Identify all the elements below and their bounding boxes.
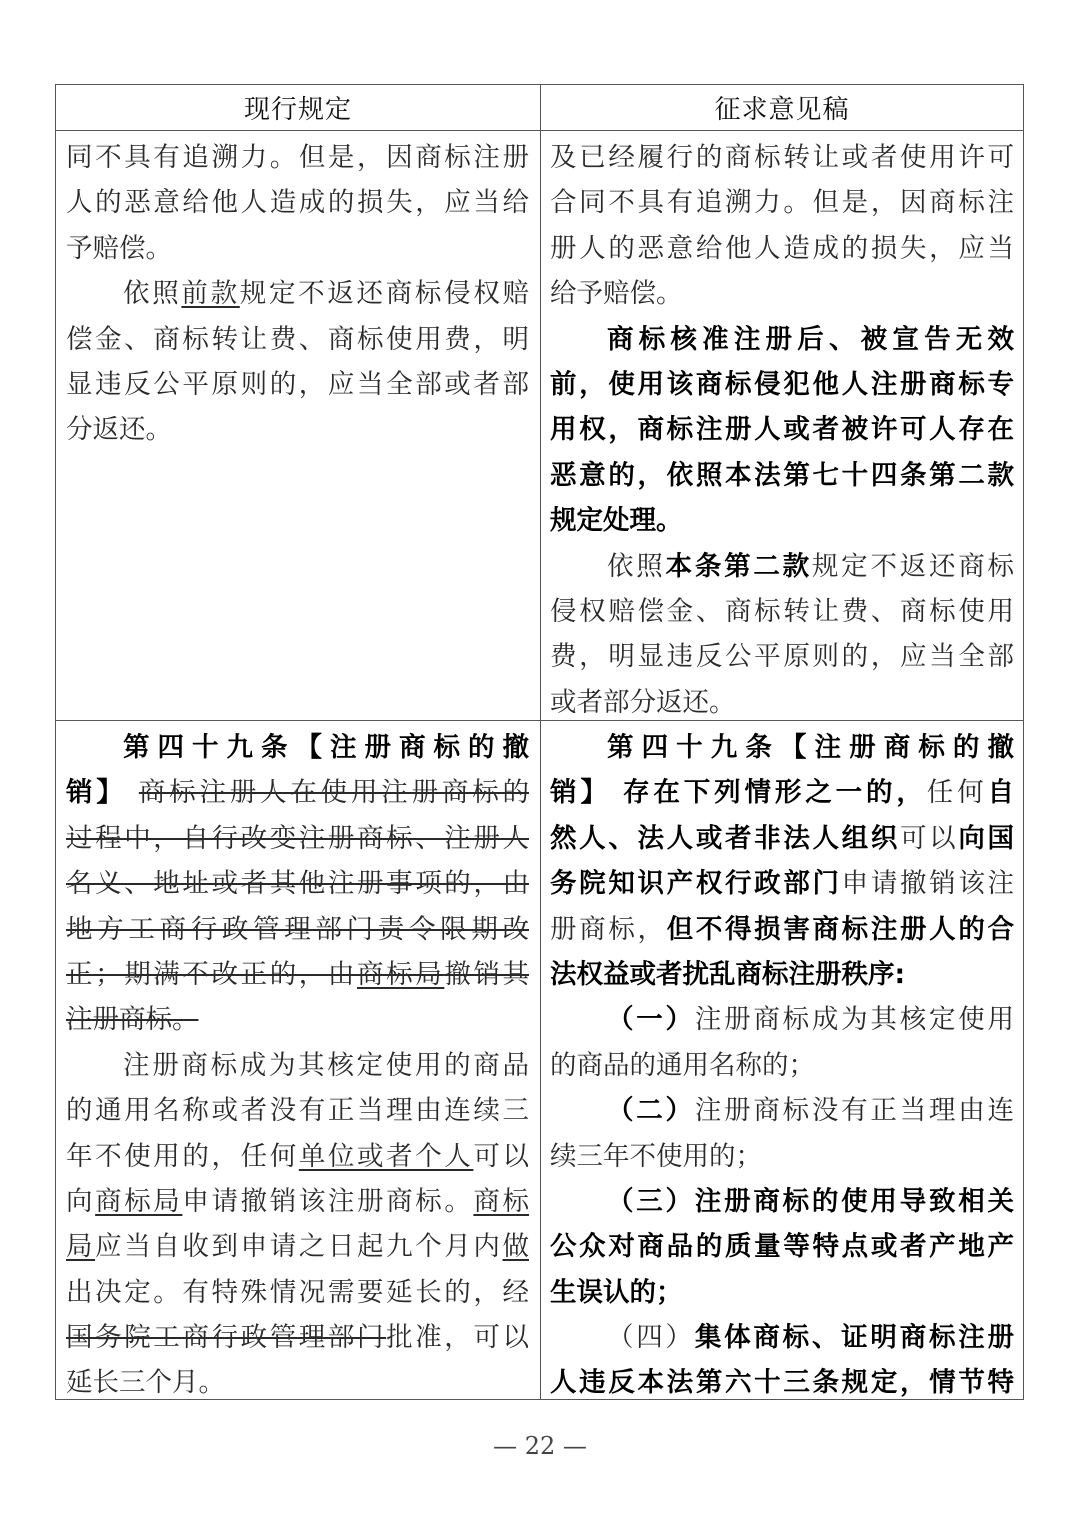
text-line — [550, 997, 1014, 1042]
text: 续三年不使用的； — [550, 1140, 762, 1172]
bold-text: 向国 — [958, 822, 1015, 854]
text-line — [550, 544, 1014, 589]
bold-text: 第四十九条【注册商标的撤 — [123, 732, 529, 763]
header-draft: 征求意见稿 — [714, 95, 850, 125]
text: 应当自收到申请之日起九个月内 — [95, 1231, 503, 1263]
text-line — [550, 1270, 1014, 1315]
text: 册商标， — [550, 913, 667, 945]
text-line — [550, 362, 1014, 407]
text: 注册商标没有正当理由连 — [694, 1095, 1015, 1127]
text-line — [66, 1270, 529, 1315]
text: 依照 — [123, 278, 182, 310]
bold-text: 商标核准注册后、被宣告无效 — [607, 323, 1014, 355]
text-line — [550, 634, 1014, 679]
paragraph — [550, 135, 1014, 317]
text-line — [66, 362, 529, 407]
paragraph — [550, 1179, 1014, 1315]
text-line — [550, 907, 1014, 952]
text-line — [550, 1360, 1014, 1405]
text-line — [550, 1134, 1014, 1179]
header-current-rules: 现行规定 — [243, 95, 352, 125]
bold-text: 用权，商标注册人或者被许可人存在 — [550, 414, 1014, 446]
page-number: — 22 — — [493, 1432, 587, 1460]
text-line — [66, 407, 529, 452]
paragraph — [550, 544, 1014, 726]
text-line — [66, 135, 529, 180]
changed-text: 前款 — [181, 278, 240, 310]
text-line — [550, 680, 1014, 725]
text: 注册商标成为其核定使用 — [694, 1004, 1015, 1036]
text: 的通用名称或者没有正当理由连续三 — [66, 1095, 529, 1127]
changed-text: 做 — [502, 1231, 530, 1263]
text-line — [550, 589, 1014, 634]
text-line — [550, 135, 1014, 180]
bold-text: 销】 — [66, 777, 127, 809]
text: 费，明显违反公平原则的，应当全部 — [550, 641, 1014, 673]
bold-text: 集体商标、证明商标注册 — [694, 1322, 1015, 1354]
text: 合同不具有追溯力。但是，因商标注 — [550, 187, 1014, 219]
text: 延长三个月。 — [66, 1367, 225, 1399]
text-line — [550, 861, 1014, 906]
text-line — [66, 1315, 529, 1360]
text-line — [550, 180, 1014, 225]
text: 规定不返还商标 — [811, 550, 1015, 582]
text-line — [550, 271, 1014, 316]
text: 及已经履行的商标转让或者使用许可 — [550, 142, 1014, 173]
text: 的商品的通用名称的； — [550, 1049, 815, 1081]
row1-current-rules-cell — [66, 135, 529, 453]
text-line — [550, 1088, 1014, 1133]
text: 同不具有追溯力。但是，因商标注册 — [66, 142, 529, 173]
bold-text: 人违反本法第六十三条规定，情节特 — [550, 1367, 1014, 1399]
deleted-text: 正；期满不改正的，由 — [66, 958, 357, 990]
bold-text: 自 — [987, 777, 1015, 809]
text-line — [66, 1043, 529, 1088]
bold-text: 然人、法人或者非法人组织 — [550, 822, 900, 854]
text: 批准，可以 — [386, 1322, 530, 1354]
text-line — [550, 407, 1014, 452]
bold-text: 生误认的； — [550, 1276, 683, 1308]
bold-text: 务院知识产权行政部门 — [550, 868, 842, 900]
text-line — [550, 317, 1014, 362]
paragraph — [66, 725, 529, 1043]
text: 申请撤销该注 — [841, 868, 1015, 900]
text-line — [550, 770, 1014, 815]
column-divider — [540, 85, 541, 1399]
text-line — [550, 498, 1014, 543]
changed-text: 商标 — [473, 1185, 530, 1217]
paragraph — [550, 997, 1014, 1088]
paragraph — [550, 1088, 1014, 1179]
changed-text: 局 — [66, 1231, 96, 1263]
text-line — [550, 1179, 1014, 1224]
text: 给予赔偿。 — [550, 278, 683, 310]
text-line — [66, 1088, 529, 1133]
text-line — [66, 1360, 529, 1405]
bold-text: 法权益或者扰乱商标注册秩序: — [550, 958, 906, 990]
paragraph — [66, 1043, 529, 1406]
bold-text: 规定处理。 — [550, 505, 683, 537]
changed-text: 单位或者个人 — [298, 1140, 474, 1172]
text-line — [66, 725, 529, 770]
text: 年不使用的，任何 — [66, 1140, 299, 1172]
changed-text: 商标局 — [95, 1185, 183, 1217]
deleted-text: 地方工商行政管理部门责令限期改 — [66, 913, 529, 945]
bold-text: （一） — [607, 1004, 695, 1036]
text-line — [550, 453, 1014, 498]
text-line — [66, 1179, 529, 1224]
text-line — [66, 907, 529, 952]
deleted-text: 国务院工商行政管理部门 — [66, 1322, 387, 1354]
bold-text: 销】 — [550, 777, 611, 809]
text: 申请撤销该注册商标。 — [182, 1185, 474, 1217]
text: 可以 — [900, 822, 959, 854]
text-line — [66, 816, 529, 861]
bold-text: 前，使用该商标侵犯他人注册商标专 — [550, 368, 1014, 400]
text: 予赔偿。 — [66, 232, 172, 264]
text: （四） — [607, 1322, 695, 1354]
bold-text: 存在下列情形之一的， — [623, 777, 927, 809]
text: 人的恶意给他人造成的损失，应当给 — [66, 187, 529, 219]
text-line — [550, 816, 1014, 861]
bold-text: （二） — [607, 1095, 695, 1127]
row2-draft-cell — [550, 725, 1014, 1406]
paragraph — [66, 271, 529, 453]
paragraph — [66, 135, 529, 271]
text-line — [550, 725, 1014, 770]
paragraph — [550, 1315, 1014, 1406]
text — [611, 777, 623, 808]
bold-text: 本条第二款 — [665, 550, 812, 582]
text: 任何 — [926, 777, 988, 809]
bold-text: 公众对商品的质量等特点或者产地产 — [550, 1231, 1014, 1263]
text-line — [550, 1224, 1014, 1269]
text-line — [66, 271, 529, 316]
text-line — [550, 952, 1014, 997]
text-line — [66, 861, 529, 906]
text: 规定不返还商标侵权赔 — [239, 278, 530, 310]
deleted-text: 商标注册人在使用注册商标的 — [138, 777, 529, 809]
deleted-text: 撤销其 — [444, 958, 530, 990]
comparison-table — [55, 84, 1024, 1400]
deleted-text: 注册商标。 — [66, 1004, 199, 1036]
text-line — [66, 952, 529, 997]
text-line — [550, 1043, 1014, 1088]
text: 显违反公平原则的，应当全部或者部 — [66, 368, 529, 400]
row1-draft-cell — [550, 135, 1014, 725]
text: 分返还。 — [66, 414, 172, 446]
deleted-text: 名义、地址或者其他注册事项的，由 — [66, 868, 529, 900]
text-line — [66, 1134, 529, 1179]
text-line — [66, 1224, 529, 1269]
bold-text: 第四十九条【注册商标的撤 — [607, 732, 1014, 763]
row2-current-rules-cell — [66, 725, 529, 1406]
bold-text: 但不得损害商标注册人的合 — [666, 913, 1015, 945]
paragraph — [550, 725, 1014, 997]
deleted-changed-text: 商标局 — [357, 958, 445, 990]
text-line — [66, 226, 529, 271]
text: 侵权赔偿金、商标转让费、商标使用 — [550, 595, 1014, 627]
bold-text: （三）注册商标的使用导致相关 — [607, 1185, 1014, 1217]
text: 注册商标成为其核定使用的商品 — [123, 1049, 529, 1081]
deleted-text: 过程中，自行改变注册商标、注册人 — [66, 822, 529, 854]
text: 出决定。有特殊情况需要延长的，经 — [66, 1276, 529, 1308]
text: 册人的恶意给他人造成的损失，应当 — [550, 232, 1014, 264]
bold-text: 恶意的，依照本法第七十四条第二款 — [550, 459, 1014, 491]
text-line — [66, 180, 529, 225]
text — [127, 777, 139, 808]
text: 依照 — [607, 550, 666, 582]
text: 可以 — [473, 1140, 530, 1172]
text: 偿金、商标转让费、商标使用费，明 — [66, 323, 529, 355]
text-line — [66, 317, 529, 362]
text-line — [66, 770, 529, 815]
text-line — [66, 997, 529, 1042]
text-line — [550, 1315, 1014, 1360]
text: 或者部分返还。 — [550, 686, 736, 718]
paragraph — [550, 317, 1014, 544]
text-line — [550, 226, 1014, 271]
text: 向 — [66, 1185, 96, 1217]
